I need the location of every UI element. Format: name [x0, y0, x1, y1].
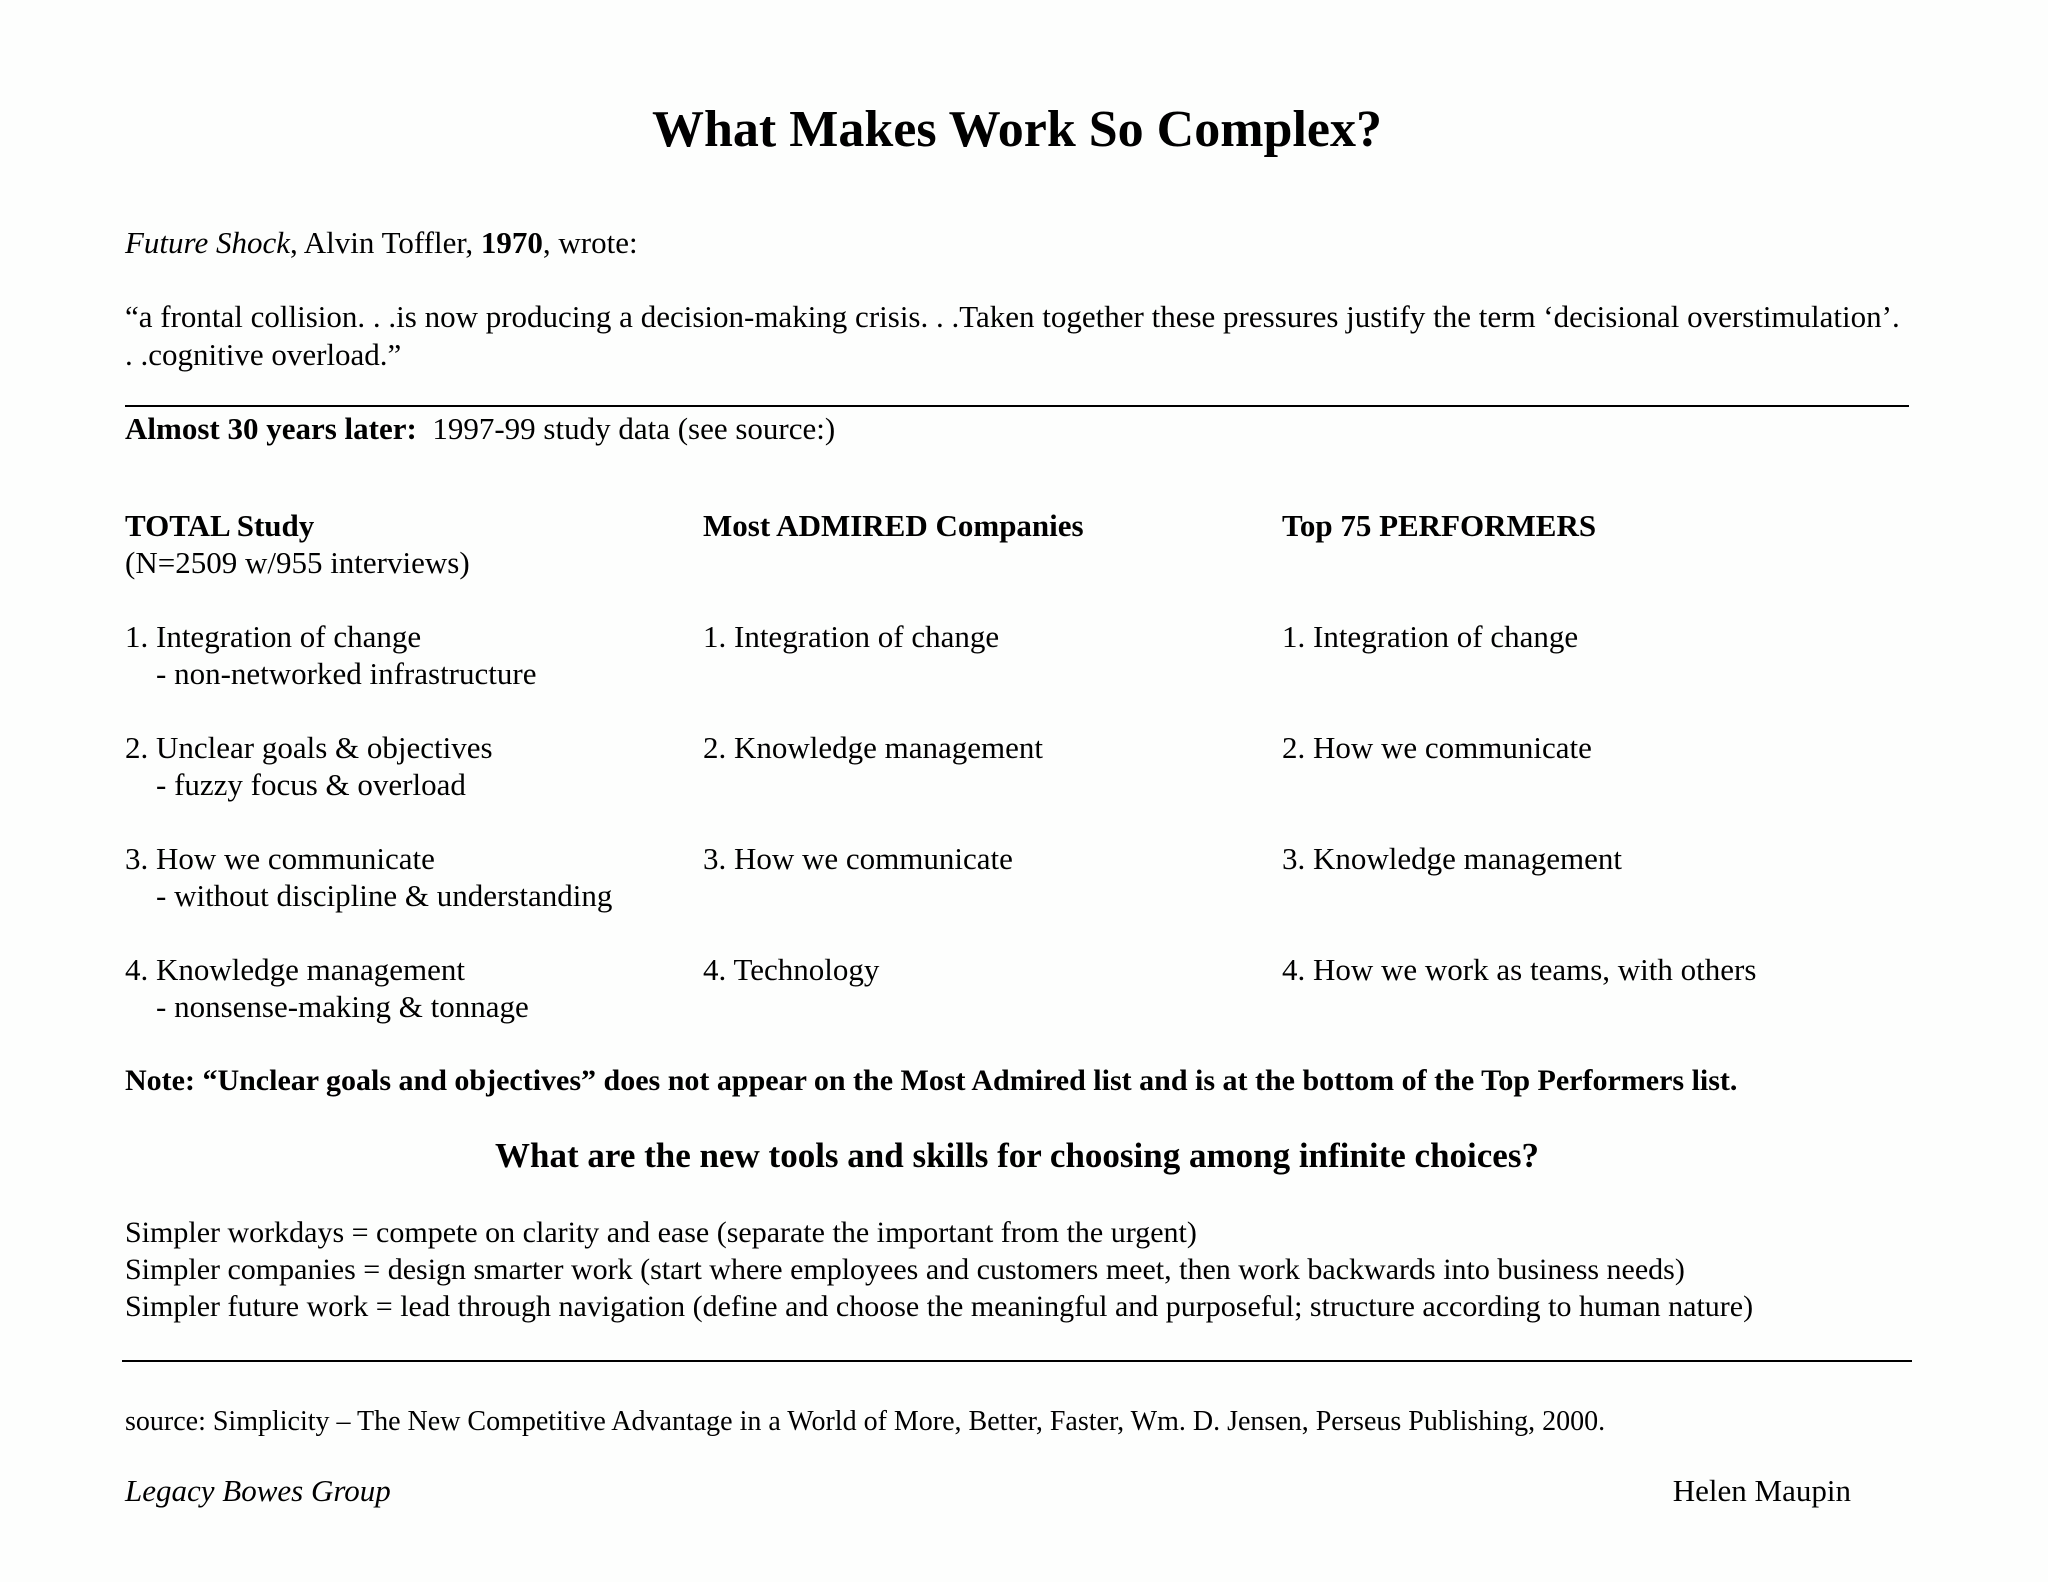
list-item-label: 1. Integration of change [703, 619, 1000, 654]
citation-year: 1970 [480, 225, 543, 260]
list-item-sub: - non-networked infrastructure [156, 656, 537, 691]
column-subheading [1282, 544, 1902, 581]
study-intro-text: 1997-99 study data (see source:) [432, 411, 836, 446]
citation-author: , Alvin Toffler, [290, 225, 481, 260]
list-item [125, 840, 695, 951]
source-citation: source: Simplicity – The New Competitive Advantage in a World of More, Better, Faster, Wm. D. Jensen, Perseus Publishing, 2000. [125, 1406, 1606, 1437]
citation-tail: , wrote: [542, 225, 638, 260]
list-item [125, 951, 695, 1062]
list-item-label: 3. How we communicate [125, 841, 435, 876]
list-item [1282, 951, 1902, 1062]
list-item-label: 2. Knowledge management [703, 730, 1044, 765]
column-heading: Most ADMIRED Companies [703, 508, 1084, 543]
list-item-label: 2. Unclear goals & objectives [125, 730, 493, 765]
ranked-list [703, 618, 1273, 1062]
list-item-label: 4. Technology [703, 952, 880, 987]
list-item-sub: - without discipline & understanding [156, 878, 613, 913]
question-heading: What are the new tools and skills for choosing among infinite choices? [495, 1136, 1539, 1175]
list-item-label: 3. How we communicate [703, 841, 1013, 876]
column-top-performers [1282, 507, 1902, 1062]
list-item [1282, 840, 1902, 951]
ranked-list [125, 618, 695, 1062]
divider-top [125, 405, 1909, 407]
divider-bottom [122, 1360, 1912, 1362]
column-most-admired [703, 507, 1273, 1062]
list-item-label: 4. Knowledge management [125, 952, 466, 987]
column-heading: Top 75 PERFORMERS [1282, 508, 1597, 543]
note: Note: “Unclear goals and objectives” does not appear on the Most Admired list and is at the bottom of the Top Performers list. [125, 1064, 1738, 1097]
simpler-line: Simpler workdays = compete on clarity and ease (separate the important from the urgent) [125, 1216, 1197, 1249]
list-item [703, 951, 1273, 1062]
list-item-sub: - nonsense-making & tonnage [156, 989, 529, 1024]
list-item [125, 729, 695, 840]
ranked-list [1282, 618, 1902, 1062]
simpler-list [125, 1214, 1985, 1325]
list-item-sub: - fuzzy focus & overload [156, 767, 466, 802]
list-item [703, 840, 1273, 951]
list-item-label: 1. Integration of change [125, 619, 422, 654]
list-item [1282, 618, 1902, 729]
toffler-quote: “a frontal collision. . .is now producing a decision-making crisis. . .Taken together these pressures justify the term ‘decisional overstimulation’. . .cognitive overload.” [125, 299, 1900, 372]
list-item-label: 2. How we communicate [1282, 730, 1592, 765]
footer-organization: Legacy Bowes Group [125, 1473, 391, 1508]
list-item [703, 729, 1273, 840]
study-intro-lead: Almost 30 years later: [125, 411, 417, 446]
book-title: Future Shock [125, 225, 290, 260]
column-heading: TOTAL Study [125, 508, 315, 543]
list-item-label: 1. Integration of change [1282, 619, 1579, 654]
simpler-line: Simpler future work = lead through navigation (define and choose the meaningful and purposeful; structure according to human nature) [125, 1290, 1754, 1323]
column-subheading [703, 544, 1273, 581]
footer-author: Helen Maupin [1672, 1473, 1851, 1508]
list-item-label: 3. Knowledge management [1282, 841, 1623, 876]
list-item [703, 618, 1273, 729]
list-item [1282, 729, 1902, 840]
list-item [125, 618, 695, 729]
column-subheading: (N=2509 w/955 interviews) [125, 545, 470, 580]
column-total-study [125, 507, 695, 1062]
list-item-label: 4. How we work as teams, with others [1282, 952, 1757, 987]
page-title: What Makes Work So Complex? [652, 101, 1382, 158]
simpler-line: Simpler companies = design smarter work (start where employees and customers meet, then work backwards into business needs) [125, 1253, 1685, 1286]
citation [125, 224, 638, 262]
study-intro [125, 410, 835, 448]
